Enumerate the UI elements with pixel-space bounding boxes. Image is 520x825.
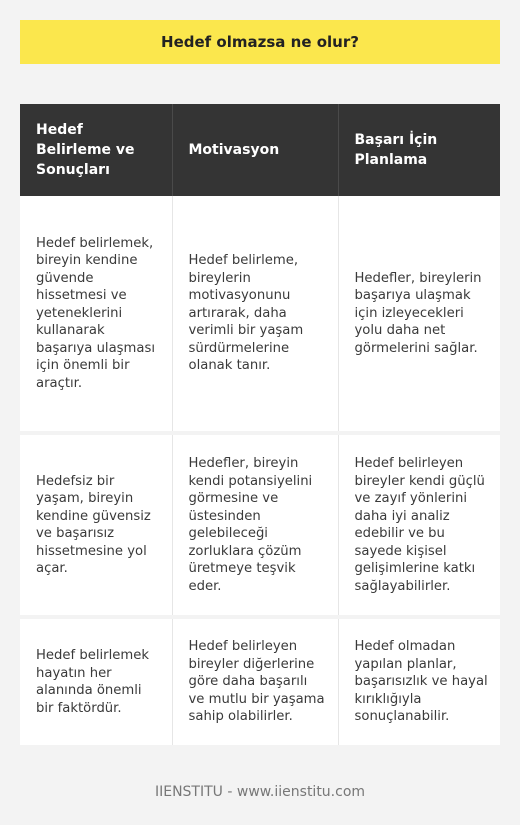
table-cell: Hedefler, bireyin kendi potansiyelini görmesine ve üstesinden gelebileceği zorluklara çözüm üretmeye teşvik eder. bbox=[172, 433, 338, 617]
column-header-motivation: Motivasyon bbox=[172, 104, 338, 196]
table-cell: Hedef belirleyen bireyler kendi güçlü ve zayıf yönlerini daha iyi analiz edebilir ve bu sayede kişisel gelişimlerine katkı sağlayabilirler. bbox=[338, 433, 500, 617]
footer-credit: IIENSTITU - www.iienstitu.com bbox=[154, 784, 366, 800]
table-cell: Hedef belirlemek, bireyin kendine güvende hissetmesi ve yeteneklerini kullanarak başarıya ulaşması için önemli bir araçtır. bbox=[20, 196, 172, 433]
table-cell: Hedef belirlemek hayatın her alanında önemli bir faktördür. bbox=[20, 617, 172, 747]
table-cell: Hedef belirleme, bireylerin motivasyonunu artırarak, daha verimli bir yaşam sürdürmelerine olanak tanır. bbox=[172, 196, 338, 433]
page-title: Hedef olmazsa ne olur? bbox=[20, 20, 500, 64]
table-cell: Hedefler, bireylerin başarıya ulaşmak için izleyecekleri yolu daha net görmelerini sağlar. bbox=[338, 196, 500, 433]
info-table bbox=[20, 104, 500, 749]
column-header-goal-setting: Hedef Belirleme ve Sonuçları bbox=[20, 104, 172, 196]
table-cell: Hedefsiz bir yaşam, bireyin kendine güvensiz ve başarısız hissetmesine yol açar. bbox=[20, 433, 172, 617]
table-cell: Hedef olmadan yapılan planlar, başarısızlık ve hayal kırıklığıyla sonuçlanabilir. bbox=[338, 617, 500, 747]
table-cell: Hedef belirleyen bireyler diğerlerine göre daha başarılı ve mutlu bir yaşama sahip olabilirler. bbox=[172, 617, 338, 747]
table-header-row bbox=[20, 104, 500, 196]
table-row bbox=[20, 196, 500, 433]
table-row bbox=[20, 617, 500, 747]
column-header-planning: Başarı İçin Planlama bbox=[338, 104, 500, 196]
table-row bbox=[20, 433, 500, 617]
